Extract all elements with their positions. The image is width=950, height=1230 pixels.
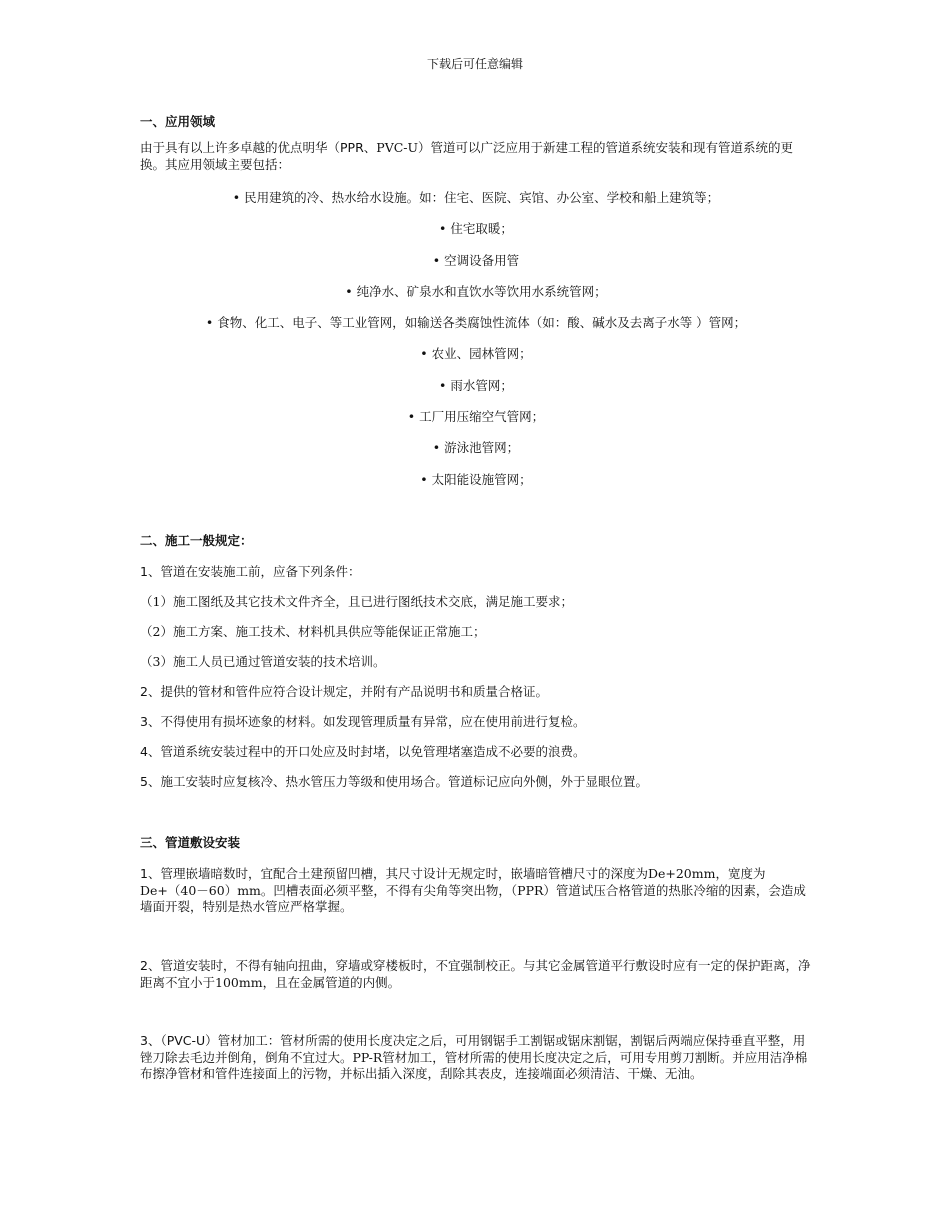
install-paragraph-1: 1、管理嵌墙暗数时，宜配合土建预留凹槽，其尺寸设计无规定时，嵌墙暗管槽尺寸的深度为De+20mm，宽度为De+（40－60）mm。凹槽表面必须平整，不得有尖角等突出物，（PPR）管道试压合格管道的热胀冷缩的因素，会造成墙面开裂，特别是热水管应严格掌握。 — [140, 866, 806, 914]
bullet-icon: • — [439, 377, 447, 393]
install-paragraph-2: 2、管道安装时，不得有轴向扭曲，穿墙或穿楼板时，不宜强制校正。与其它金属管道平行敷设时应有一定的保护距离，净距离不宜小于100mm，且在金属管道的内侧。 — [140, 958, 811, 990]
bullet-icon: • — [432, 252, 441, 268]
application-list — [140, 190, 812, 503]
section-intro — [140, 140, 812, 173]
intro-prefix: 由于具有以上许多卓越的优点明华（ — [140, 140, 341, 155]
list-item: • 住宅取暖； — [439, 221, 513, 237]
rule-sub-item: （1）施工图纸及其它技术文件齐全，且已进行图纸技术交底，满足施工要求； — [140, 594, 573, 609]
bullet-icon: • — [439, 221, 447, 237]
list-item: • 空调设备用管 — [432, 252, 520, 268]
list-item: • 农业、园林管网； — [420, 346, 532, 362]
list-item: • 纯净水、矿泉水和直饮水等饮用水系统管网； — [345, 283, 607, 299]
rule-item: 5、施工安装时应复核冷、热水管压力等级和使用场合。管道标记应向外侧，外于显眼位置。 — [140, 774, 648, 789]
intro-rest: 、PVC-U）管道可以广泛应用于新建工程的管道系统安装和现有管道系统的更换。其应用领域主要包括： — [140, 140, 794, 172]
section-pipe-installation — [140, 834, 812, 852]
rule-item: 4、管道系统安装过程中的开口处应及时封堵，以免管理堵塞造成不必要的浪费。 — [140, 744, 586, 759]
rules-list — [140, 564, 812, 804]
rule-sub-item: （3）施工人员已通过管道安装的技术培训。 — [140, 654, 386, 669]
list-item: • 雨水管网； — [439, 377, 513, 393]
list-item: • 民用建筑的冷、热水给水设施。如：住宅、医院、宾馆、办公室、学校和船上建筑等； — [232, 190, 720, 205]
intro-ppr: PPR — [340, 140, 364, 155]
rule-item: 3、不得使用有损坏迹象的材料。如发现管理质量有异常，应在使用前进行复检。 — [140, 714, 586, 729]
list-item: • 食物、化工、电子、等工业管网，如输送各类腐蚀性流体（如：酸、碱水及去离子水等 ）管网； — [205, 315, 747, 331]
bullet-icon: • — [432, 440, 441, 456]
rule-item: 2、提供的管材和管件应符合设计规定，并附有产品说明书和质量合格证。 — [140, 684, 548, 699]
list-item: • 工厂用压缩空气管网； — [407, 409, 545, 425]
bullet-icon: • — [205, 315, 214, 331]
list-item: • 太阳能设施管网； — [420, 471, 532, 487]
section-general-rules — [140, 532, 812, 550]
bullet-icon: • — [407, 409, 416, 425]
section-heading: 三、管道敷设安装 — [140, 835, 241, 850]
rule-item: 1、管道在安装施工前，应备下列条件： — [140, 564, 361, 579]
bullet-icon: • — [420, 346, 428, 362]
bullet-icon: • — [232, 190, 241, 205]
rule-sub-item: （2）施工方案、施工技术、材料机具供应等能保证正常施工； — [140, 624, 486, 639]
section-heading: 二、施工一般规定： — [140, 533, 253, 548]
install-paragraph-3: 3、（PVC-U）管材加工：管材所需的使用长度决定之后，可用钢锯手工割锯或锯床割锯，割锯后两端应保持垂直平整，用锉刀除去毛边并倒角，倒角不宜过大。PP-R管材加工，管材所需的使用长度决定之后，可用专用剪刀割断。并应用洁净棉布擦净管材和管件连接面上的污物，并标出插入深度，刮除其表皮，连接端面必须清洁、干燥、无油。 — [140, 1033, 808, 1081]
bullet-icon: • — [420, 471, 428, 487]
list-item: • 游泳池管网； — [432, 440, 520, 456]
section-applications — [140, 113, 812, 173]
section-heading: 一、应用领域 — [140, 114, 216, 129]
bullet-icon: • — [345, 283, 353, 299]
page-header: 下载后可任意编辑 — [426, 57, 523, 71]
